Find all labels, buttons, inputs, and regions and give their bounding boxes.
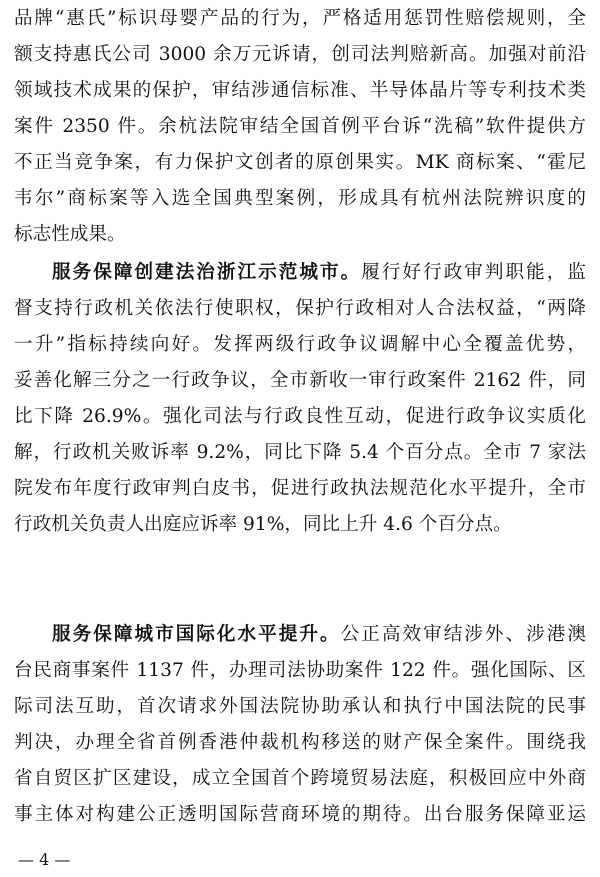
text-line: 行政机关负责人出庭应诉率 91%，同比上升 4.6 个百分点。 (14, 514, 512, 535)
text-line: 妥善化解三分之一行政争议，全市新收一审行政案件 2162 件，同 (14, 370, 586, 391)
text-line: 省自贸区扩区建设，成立全国首个跨境贸易法庭，积极回应中外商 (14, 768, 586, 789)
text-line: 际司法互助，首次请求外国法院协助承认和执行中国法院的民事 (14, 696, 586, 717)
text-line: 一升”指标持续向好。发挥两级行政争议调解中心全覆盖优势， (14, 334, 586, 355)
text-line: 标志性成果。 (14, 224, 126, 245)
text-line: 领域技术成果的保护，审结涉通信标准、半导体晶片等专利技术类 (14, 80, 586, 101)
section-heading: 服务保障城市国际化水平提升。 (52, 624, 341, 645)
text-line: 事主体对构建公正透明国际营商环境的期待。出台服务保障亚运 (14, 804, 586, 825)
text-line: 比下降 26.9%。强化司法与行政良性互动，促进行政争议实质化 (14, 406, 586, 427)
text-line (14, 261, 586, 285)
text-line (14, 623, 586, 647)
text-line: 不正当竞争案，有力保护文创者的原创果实。MK 商标案、“霍尼 (14, 152, 586, 173)
text-line: 品牌“惠氏”标识母婴产品的行为，严格适用惩罚性赔偿规则，全 (14, 8, 586, 29)
page-number: — 4 — (18, 850, 71, 869)
section-heading: 服务保障创建法治浙江示范城市。 (52, 262, 362, 283)
text-line: 解，行政机关败诉率 9.2%，同比下降 5.4 个百分点。全市 7 家法 (14, 442, 586, 463)
text-line: 院发布年度行政审判白皮书，促进行政执法规范化水平提升，全市 (14, 478, 586, 499)
text-line: 督支持行政机关依法行使职权，保护行政相对人合法权益，“两降 (14, 298, 586, 319)
text-line: 韦尔”商标案等入选全国典型案例，形成具有杭州法院辨识度的 (14, 188, 586, 209)
text-line: 额支持惠氏公司 3000 余万元诉请，创司法判赔新高。加强对前沿 (14, 44, 586, 65)
line-text: 履行好行政审判职能，监 (361, 262, 586, 283)
text-line: 判决，办理全省首例香港仲裁机构移送的财产保全案件。围绕我 (14, 732, 586, 753)
text-line: 案件 2350 件。余杭法院审结全国首例平台诉“洗稿”软件提供方 (14, 116, 586, 137)
text-line: 台民商事案件 1137 件，办理司法协助案件 122 件。强化国际、区 (14, 660, 586, 681)
line-text: 公正高效审结涉外、涉港澳 (340, 624, 586, 645)
